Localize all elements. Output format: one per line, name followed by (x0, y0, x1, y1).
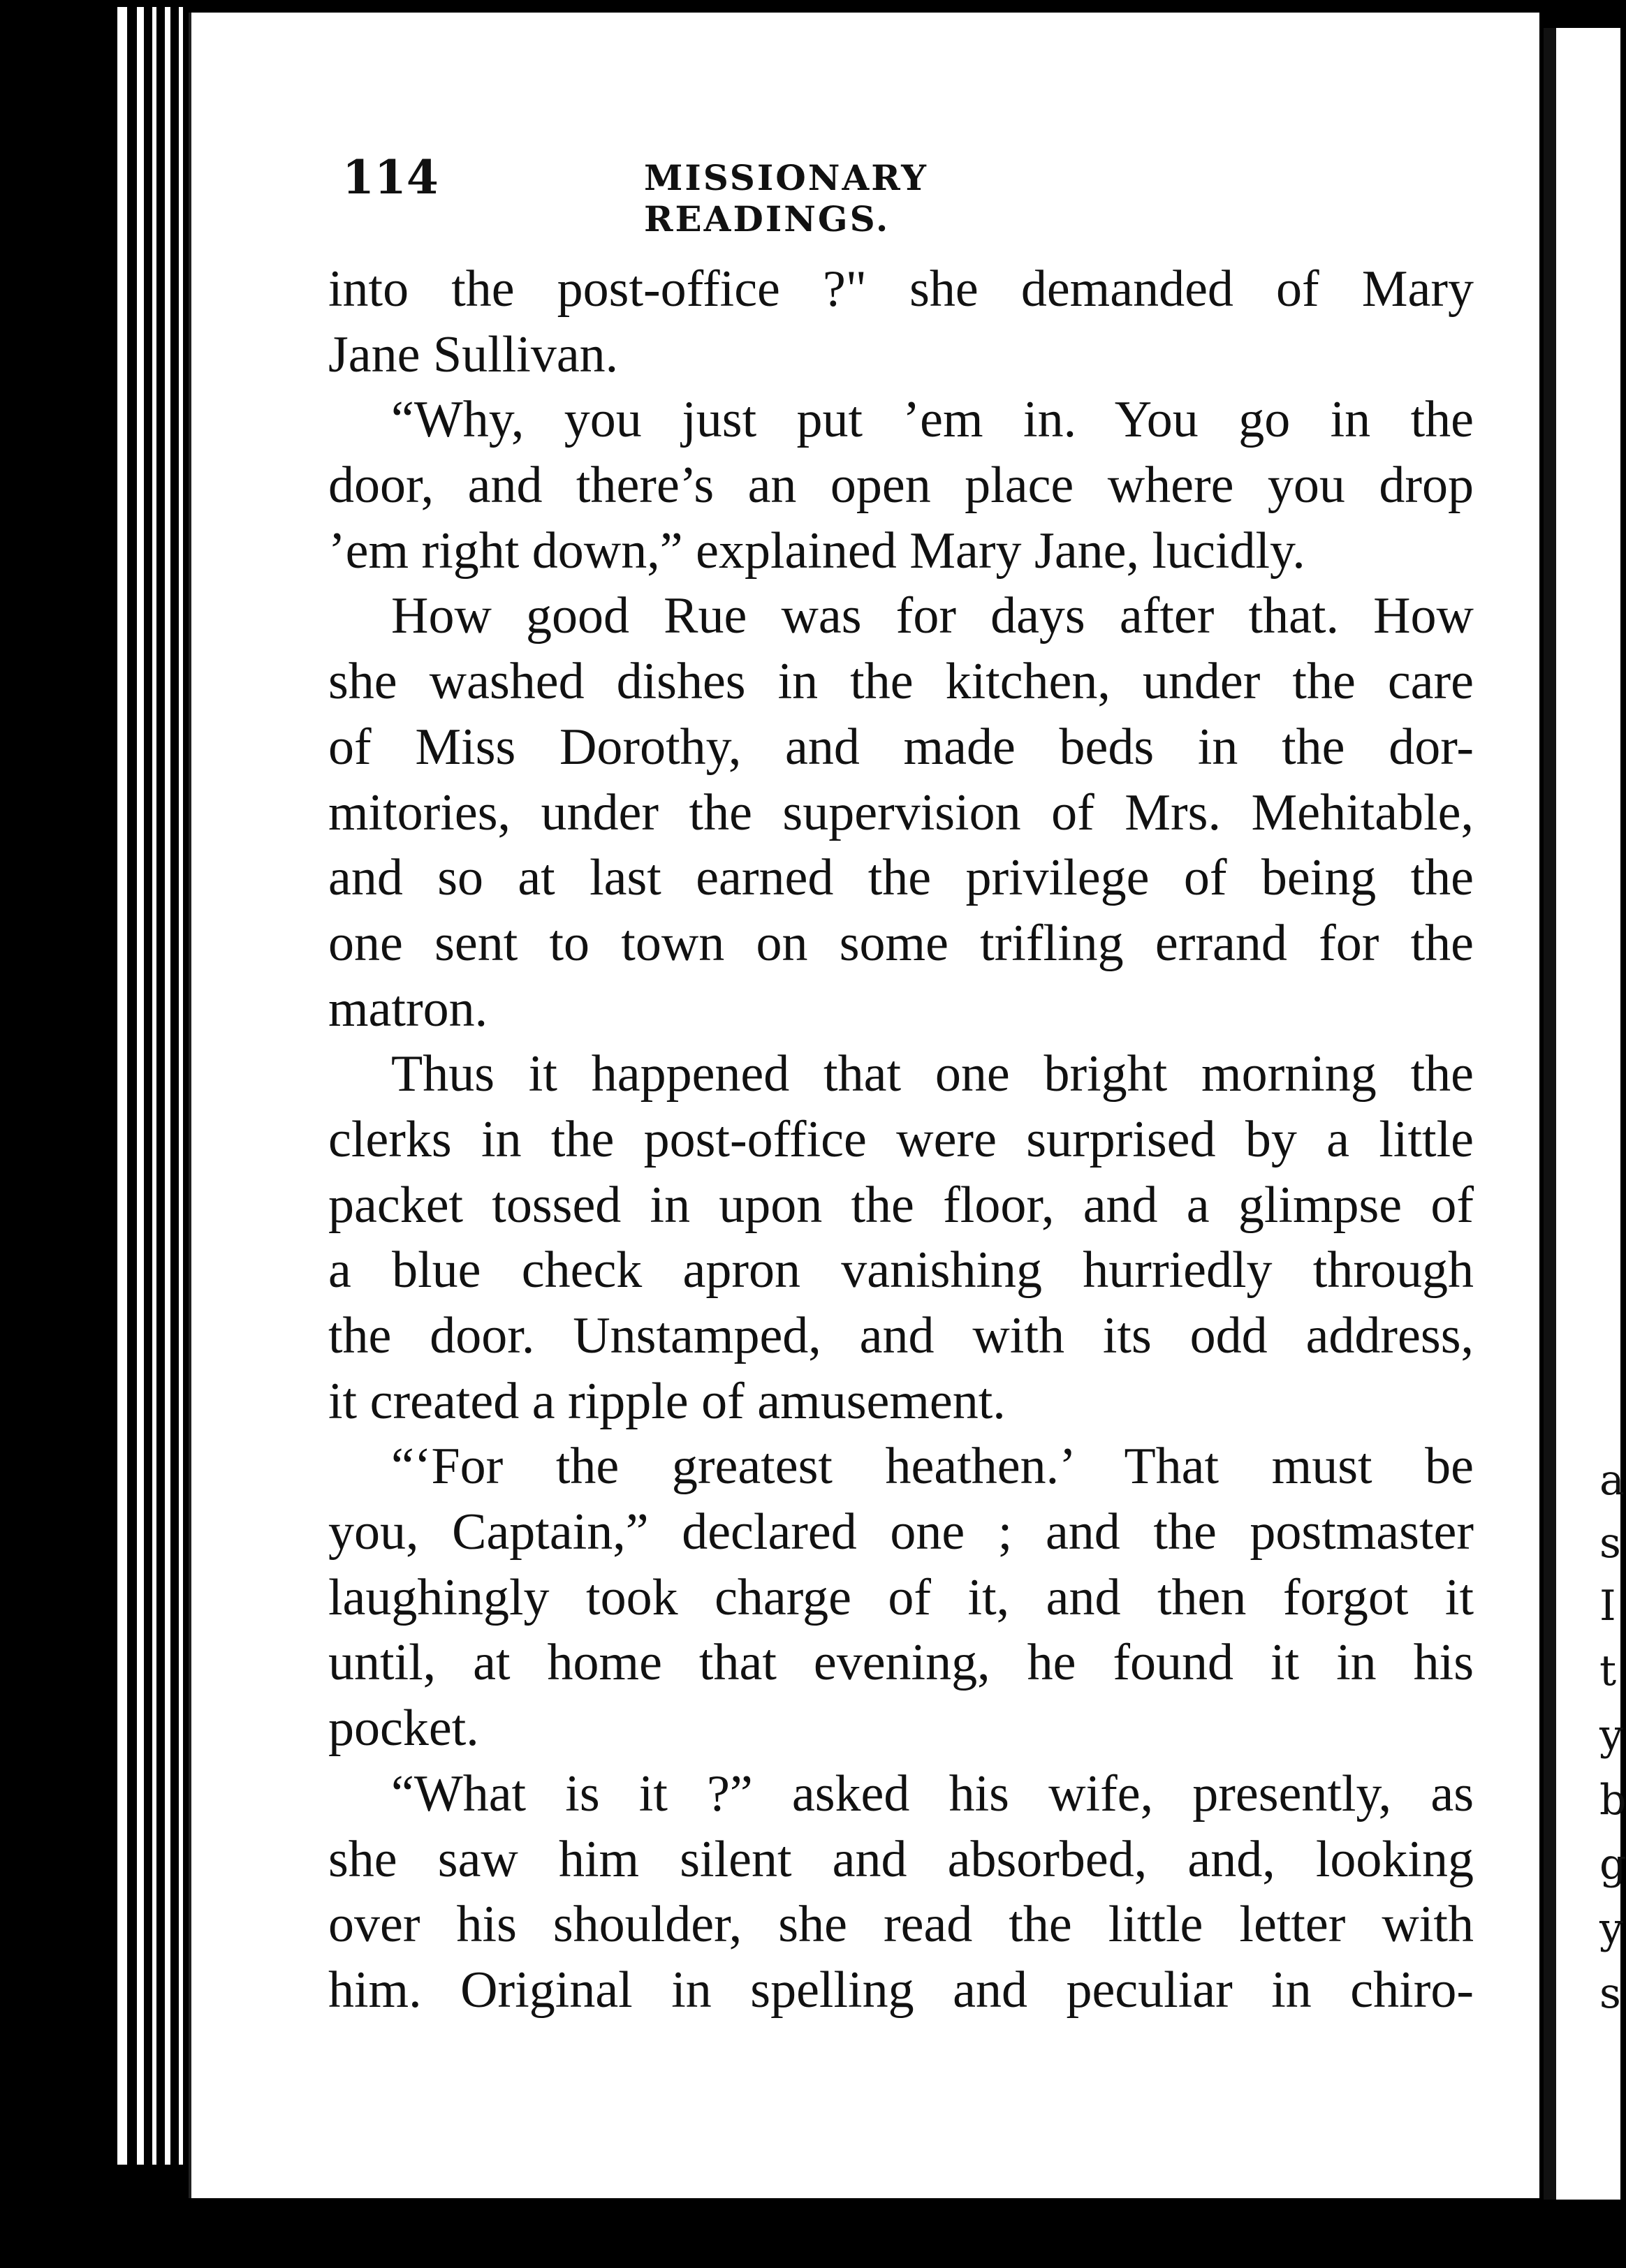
text-line: “Why, you just put ’em in. You go in the (391, 391, 1474, 449)
text-line: him. Original in spelling and peculiar in chiro- (328, 1961, 1474, 2019)
page-edge (165, 7, 170, 2165)
text-line: Jane Sullivan. (328, 325, 619, 383)
page-edge (152, 7, 156, 2165)
text-line: matron. (328, 980, 488, 1038)
text-line: and so at last earned the privilege of being the (328, 849, 1474, 907)
text-line: packet tossed in upon the floor, and a glimpse of (328, 1176, 1474, 1234)
text-line: laughingly took charge of it, and then forgot it (328, 1568, 1474, 1626)
text-line: Thus it happened that one bright morning the (391, 1045, 1474, 1103)
page-edge (117, 7, 127, 2165)
page-header (342, 150, 1173, 240)
facing-page-letter: t (1599, 1647, 1617, 1695)
facing-page-letter: y (1599, 1904, 1623, 1953)
facing-page-letter: s (1599, 1519, 1621, 1568)
running-head: MISSIONARY READINGS. (644, 157, 929, 240)
text-line: until, at home that evening, he found it in his (328, 1634, 1474, 1692)
text-line: ’em right down,” explained Mary Jane, lucidly. (328, 522, 1305, 580)
text-line: she washed dishes in the kitchen, under the care (328, 653, 1474, 711)
text-line: she saw him silent and absorbed, and, looking (328, 1830, 1474, 1888)
text-line: it created a ripple of amusement. (328, 1372, 1006, 1430)
body-text (328, 257, 1474, 2024)
facing-page-letter: b (1599, 1776, 1626, 1825)
text-line: door, and there’s an open place where you drop (328, 457, 1474, 515)
text-line: into the post-office ?" she demanded of Mary (328, 260, 1474, 318)
facing-page-letter: g (1599, 1840, 1626, 1889)
page-number: 114 (342, 150, 439, 205)
text-line: “‘For the greatest heathen.’ That must be (391, 1438, 1474, 1496)
facing-page-letter: y (1599, 1711, 1623, 1760)
text-line: the door. Unstamped, and with its odd address, (328, 1307, 1474, 1364)
text-line: you, Captain,” declared one ; and the postmaster (328, 1503, 1474, 1561)
text-line: mitories, under the supervision of Mrs. Mehitable, (328, 783, 1474, 841)
text-line: of Miss Dorothy, and made beds in the dor- (328, 718, 1474, 776)
text-line: clerks in the post-office were surprised by a little (328, 1110, 1474, 1168)
text-line: “What is it ?” asked his wife, presently, as (391, 1765, 1474, 1822)
page-edge (137, 7, 144, 2165)
text-line: over his shoulder, she read the little letter with (328, 1896, 1474, 1954)
page-edge (179, 7, 183, 2165)
facing-page-letter: a (1599, 1456, 1625, 1505)
text-line: one sent to town on some trifling errand for the (328, 914, 1474, 972)
text-line: pocket. (328, 1700, 479, 1758)
text-line: a blue check apron vanishing hurriedly through (328, 1242, 1474, 1299)
facing-page-letter: s (1599, 1969, 1621, 2018)
text-line: How good Rue was for days after that. How (391, 587, 1474, 645)
facing-page-letter: I (1599, 1582, 1616, 1630)
